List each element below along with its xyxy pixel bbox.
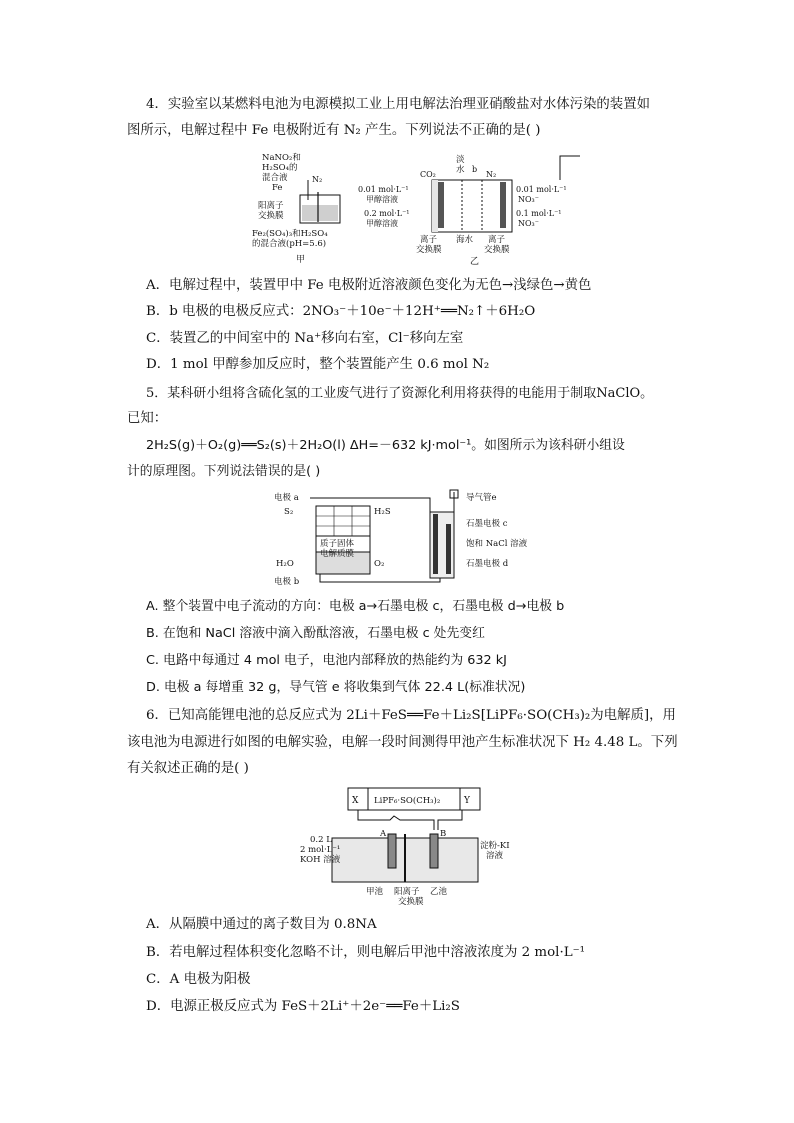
q5-option-a: A. 整个装置中电子流动的方向：电极 a→石墨电极 c，石墨电极 d→电极 b xyxy=(146,599,565,614)
label-mix-ph: 的混合液(pH=5.6) xyxy=(252,239,327,249)
q5-stem-line1: 5．某科研小组将含硫化氢的工业废气进行了资源化利用将获得的电能用于制取NaClO。 xyxy=(146,386,654,401)
label-s2: S₂ xyxy=(284,507,294,517)
label-x: X xyxy=(352,796,359,806)
label-electrode-b: 电极 b xyxy=(274,577,300,587)
label-tube-e: 导气管e xyxy=(466,493,497,503)
label-conc: 2 mol·L⁻¹ xyxy=(300,845,341,855)
q5-option-d: D. 电极 a 每增重 32 g，导气管 e 将收集到气体 22.4 L(标准状况) xyxy=(146,680,526,695)
q5-stem-line3: 2H₂S(g)＋O₂(g)══S₂(s)＋2H₂O(l) ΔH=－632 kJ·mol⁻¹。如图所示为该科研小组设 xyxy=(146,438,625,453)
label-meth1b: 甲醇溶液 xyxy=(366,195,398,204)
label-graphite-c: 石墨电极 c xyxy=(466,519,508,529)
q5-option-b: B. 在饱和 NaCl 溶液中滴入酚酞溶液，石墨电极 c 处先变红 xyxy=(146,626,485,641)
label-graphite-d: 石墨电极 d xyxy=(466,559,509,569)
label-nacl: 饱和 NaCl 溶液 xyxy=(466,539,528,549)
label-starch2: 溶液 xyxy=(486,851,504,861)
label-co2: CO₂ xyxy=(420,170,436,179)
label-no3b-ion: NO₃⁻ xyxy=(518,219,539,228)
label-jia: 甲 xyxy=(296,255,306,265)
label-fe2so43: Fe₂(SO₄)₃和H₂SO₄ xyxy=(252,229,328,239)
label-b: B xyxy=(440,829,447,839)
label-ion-m2: 离子 xyxy=(488,235,506,245)
q6-stem-line1: 6．已知高能锂电池的总反应式为 2Li＋FeS══Fe＋Li₂S[LiPF₆·SO(CH₃)₂为电解质]，用 xyxy=(146,708,676,723)
label-no3b: 0.1 mol·L⁻¹ xyxy=(516,209,562,218)
q4-stem-line1: 4．实验室以某燃料电池为电源模拟工业上用电解法治理亚硝酸盐对水体污染的装置如 xyxy=(146,97,650,112)
q5-stem-line2: 已知： xyxy=(127,411,168,426)
label-meth1a: 0.01 mol·L⁻¹ xyxy=(358,185,409,194)
label-no3a-ion: NO₃⁻ xyxy=(518,195,539,204)
q4-option-b: B．b 电极的电极反应式：2NO₃⁻＋10e⁻＋12H⁺══N₂↑＋6H₂O xyxy=(146,304,536,319)
label-n2-left: N₂ xyxy=(312,175,323,184)
label-ion-m1b: 交换膜 xyxy=(416,245,442,255)
q6-option-b: B．若电解过程体积变化忽略不计，则电解后甲池中溶液浓度为 2 mol·L⁻¹ xyxy=(146,945,586,960)
label-exch-m: 交换膜 xyxy=(398,897,424,906)
label-koh: KOH 溶液 xyxy=(300,855,341,865)
q6-apparatus-figure xyxy=(296,786,516,906)
q4-stem-line2: 图所示，电解过程中 Fe 电极附近有 N₂ 产生。下列说法不正确的是( ) xyxy=(127,123,541,138)
q4-apparatus-figure xyxy=(250,150,580,270)
label-cation-m: 阳离子 xyxy=(394,887,420,897)
label-exchange-membrane: 交换膜 xyxy=(258,211,284,221)
label-vol: 0.2 L xyxy=(310,835,332,845)
label-cation-membrane: 阳离子 xyxy=(258,201,284,211)
q4-option-c: C．装置乙的中间室中的 Na⁺移向右室，Cl⁻移向左室 xyxy=(146,331,464,346)
q5-option-c: C. 电路中每通过 4 mol 电子，电池内部释放的热能约为 632 kJ xyxy=(146,653,507,668)
q6-stem-line3: 有关叙述正确的是( ) xyxy=(127,761,249,776)
label-electrode-a: 电极 a xyxy=(274,493,299,503)
label-h2so4: H₂SO₄的 xyxy=(262,163,298,173)
q6-option-a: A．从隔膜中通过的离子数目为 0.8NA xyxy=(146,917,377,932)
label-yi-pool: 乙池 xyxy=(430,887,448,897)
q6-option-d: D．电源正极反应式为 FeS＋2Li⁺＋2e⁻══Fe＋Li₂S xyxy=(146,999,460,1014)
label-meth2a: 0.2 mol·L⁻¹ xyxy=(364,209,410,218)
label-electrolyte: LiPF₆·SO(CH₃)₂ xyxy=(374,796,441,806)
label-shui: 水 xyxy=(456,165,465,175)
label-a: A xyxy=(380,829,387,839)
label-b: b xyxy=(472,165,478,174)
label-membrane2: 电解质膜 xyxy=(320,549,355,559)
label-no3a: 0.01 mol·L⁻¹ xyxy=(516,185,567,194)
label-y: Y xyxy=(464,796,470,806)
label-ion-m2b: 交换膜 xyxy=(484,245,510,255)
label-o2: O₂ xyxy=(374,559,385,569)
q5-stem-line4: 计的原理图。下列说法错误的是( ) xyxy=(127,464,321,479)
label-dan: 淡 xyxy=(456,155,465,165)
label-membrane1: 质子固体 xyxy=(320,539,355,549)
label-meth2b: 甲醇溶液 xyxy=(366,219,398,228)
label-starch1: 淀粉-KI xyxy=(480,841,510,851)
label-jia-pool: 甲池 xyxy=(366,887,384,897)
label-h2o: H₂O xyxy=(276,559,294,569)
q6-stem-line2: 该电池为电源进行如图的电解实验，电解一段时间测得甲池产生标准状况下 H₂ 4.48 L。下列 xyxy=(127,735,678,750)
label-h2s: H₂S xyxy=(374,507,391,517)
q6-option-c: C．A 电极为阳极 xyxy=(146,972,251,987)
q4-option-a: A．电解过程中，装置甲中 Fe 电极附近溶液颜色变化为无色→浅绿色→黄色 xyxy=(146,278,592,293)
label-seawater: 海水 xyxy=(456,235,474,245)
label-mix: 混合液 xyxy=(262,173,288,183)
label-yi: 乙 xyxy=(470,257,480,267)
q4-option-d: D．1 mol 甲醇参加反应时，整个装置能产生 0.6 mol N₂ xyxy=(146,357,490,372)
label-n2-right: N₂ xyxy=(486,170,497,179)
q5-apparatus-figure xyxy=(270,488,570,588)
label-nano2: NaNO₂和 xyxy=(262,153,301,163)
label-ion-m1: 离子 xyxy=(420,235,438,245)
label-fe: Fe xyxy=(272,183,283,193)
